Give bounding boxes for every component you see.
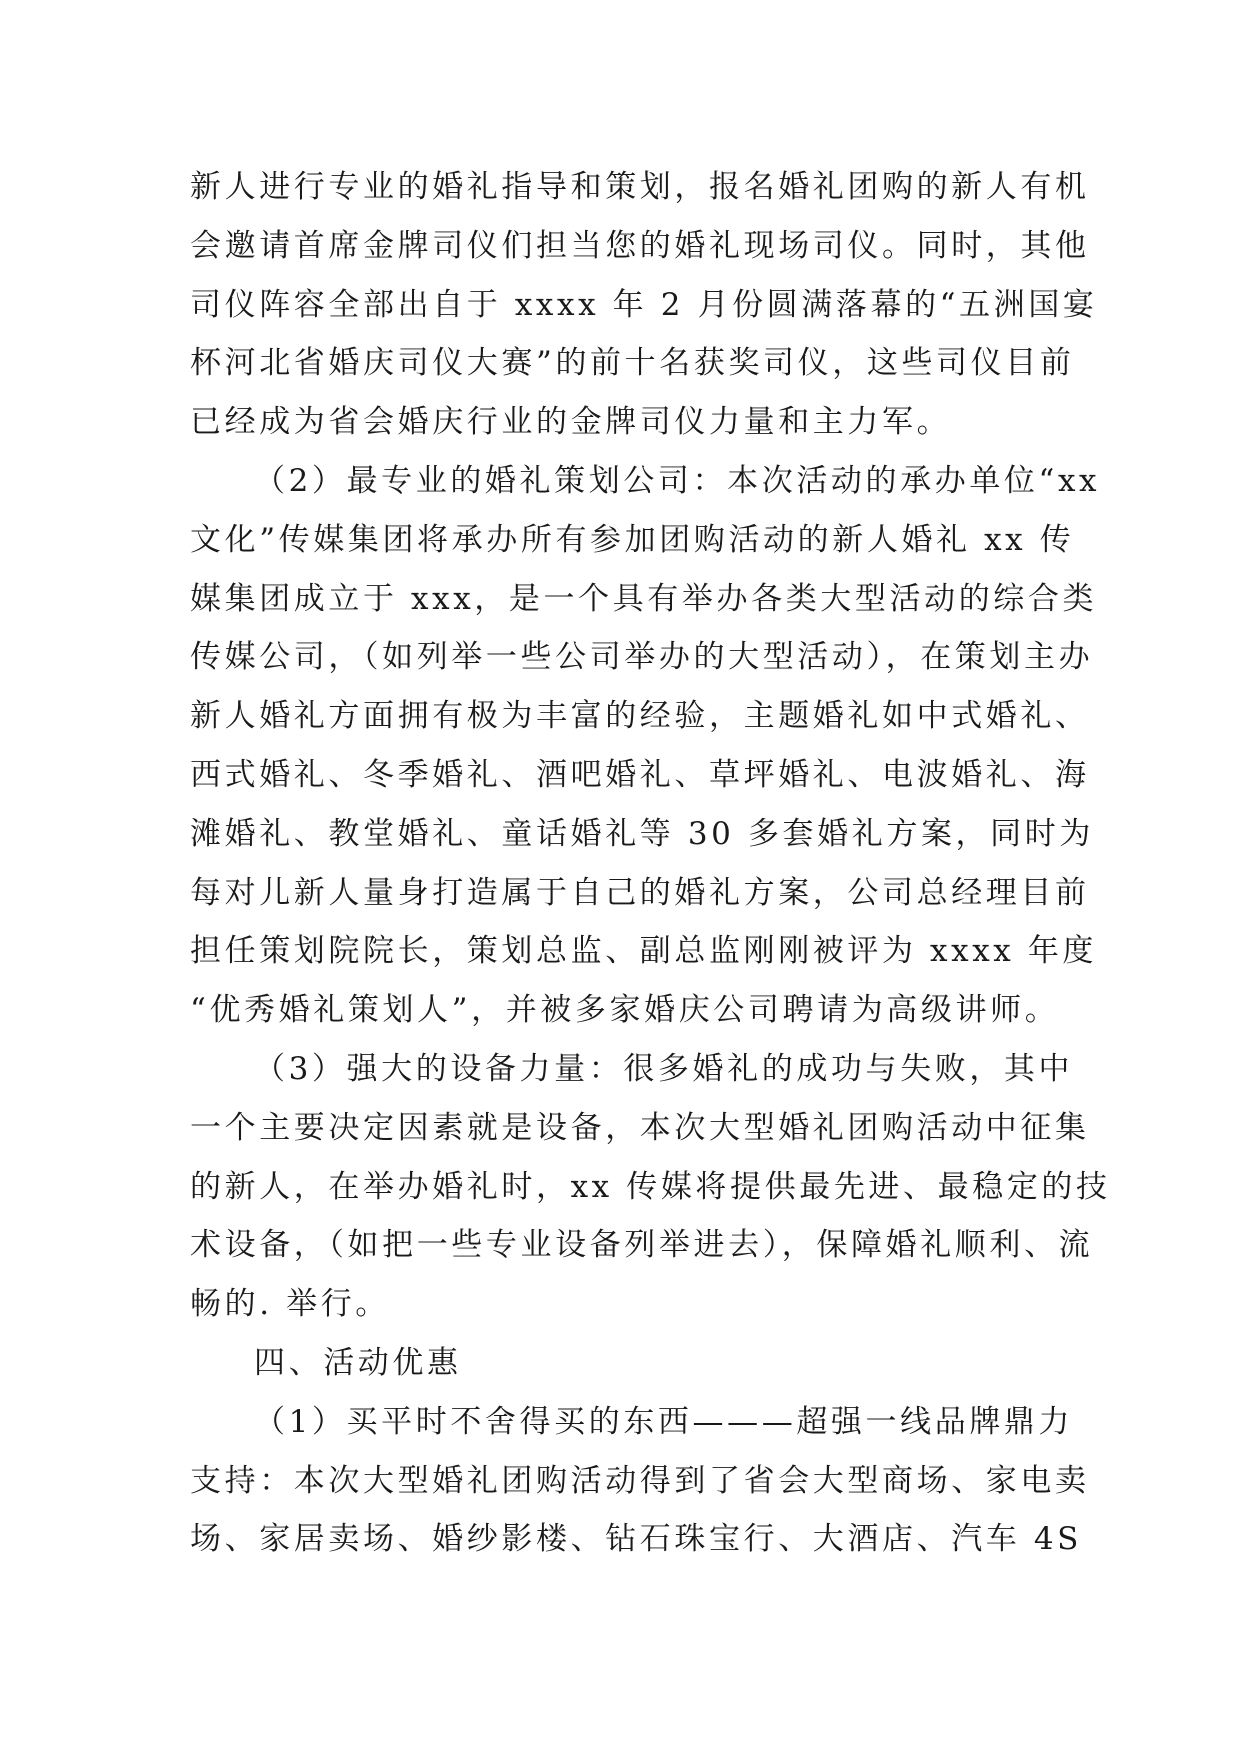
text-line: “优秀婚礼策划人”，并被多家婚庆公司聘请为高级讲师。: [190, 992, 1060, 1029]
text-line: 畅的. 举行。: [190, 1286, 390, 1323]
text-line: （1）买平时不舍得买的东西———超强一线品牌鼎力: [254, 1403, 1074, 1440]
text-line: 一个主要决定因素就是设备，本次大型婚礼团购活动中征集: [190, 1109, 1090, 1146]
text-line: 新人进行专业的婚礼指导和策划，报名婚礼团购的新人有机: [190, 169, 1090, 205]
text-line: （3）强大的设备力量：很多婚礼的成功与失败，其中: [254, 1050, 1074, 1087]
text-line: 杯河北省婚庆司仪大赛”的前十名获奖司仪，这些司仪目前: [190, 345, 1075, 382]
text-line: 西式婚礼、冬季婚礼、酒吧婚礼、草坪婚礼、电波婚礼、海: [190, 756, 1090, 793]
text-line: 的新人，在举办婚礼时，xx 传媒将提供最先进、最稳定的技: [190, 1168, 1111, 1205]
text-line: 滩婚礼、教堂婚礼、童话婚礼等 30 多套婚礼方案，同时为: [190, 815, 1094, 852]
text-line: 新人婚礼方面拥有极为丰富的经验，主题婚礼如中式婚礼、: [190, 698, 1090, 735]
text-line: 文化”传媒集团将承办所有参加团购活动的新人婚礼 xx 传: [190, 521, 1075, 558]
text-line: 已经成为省会婚庆行业的金牌司仪力量和主力军。: [190, 404, 952, 441]
text-line: 支持：本次大型婚礼团购活动得到了省会大型商场、家电卖: [190, 1462, 1090, 1499]
text-line: 媒集团成立于 xxx，是一个具有举办各类大型活动的综合类: [190, 580, 1098, 617]
document-body: [190, 158, 1111, 1569]
text-line: 场、家居卖场、婚纱影楼、钻石珠宝行、大酒店、汽车 4S: [190, 1521, 1083, 1558]
text-line: 术设备，（如把一些专业设备列举进去），保障婚礼顺利、流: [190, 1227, 1094, 1264]
text-line: 担任策划院院长，策划总监、副总监刚刚被评为 xxxx 年度: [190, 933, 1098, 970]
text-line: （2）最专业的婚礼策划公司：本次活动的承办单位“xx: [254, 462, 1101, 499]
section-heading: 四、活动优惠: [254, 1344, 462, 1381]
text-line: 司仪阵容全部出自于 xxxx 年 2 月份圆满落幕的“五洲国宴: [190, 286, 1098, 323]
text-line: 会邀请首席金牌司仪们担当您的婚礼现场司仪。同时，其他: [190, 227, 1090, 264]
text-line: 传媒公司，（如列举一些公司举办的大型活动），在策划主办: [190, 639, 1094, 676]
text-line: 每对儿新人量身打造属于自己的婚礼方案，公司总经理目前: [190, 874, 1090, 911]
